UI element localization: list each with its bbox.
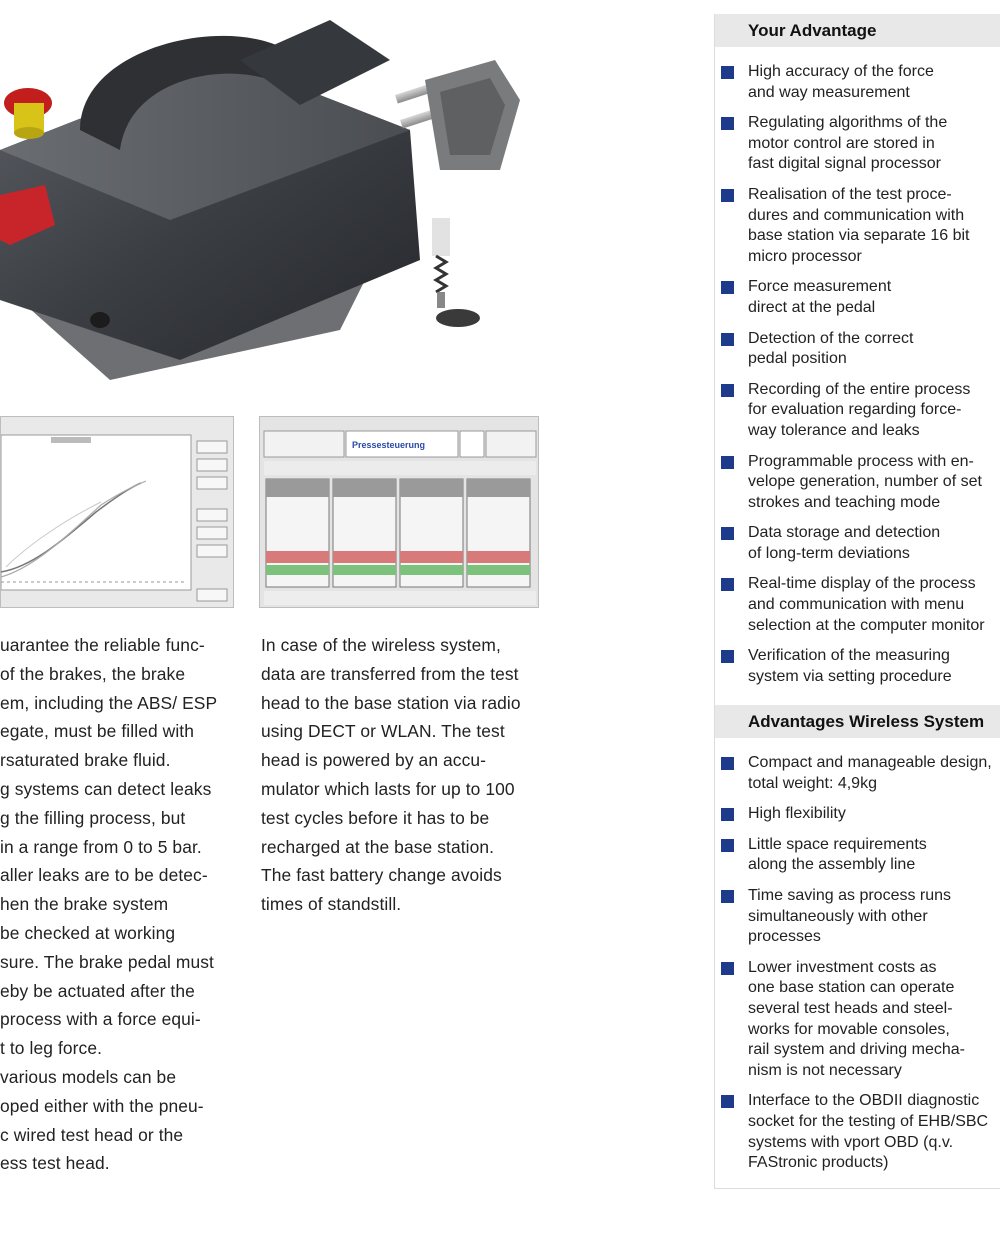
- text-line: g systems can detect leaks: [0, 778, 212, 799]
- advantage-text: and communication with menu: [748, 596, 965, 614]
- advantage-text: socket for the testing of EHB/SBC: [748, 1112, 989, 1130]
- square-bullet-icon: [721, 527, 734, 540]
- advantage-text: High accuracy of the force: [748, 63, 934, 80]
- advantage-text: Realisation of the test proce-: [748, 185, 952, 203]
- text-line: process with a force equi-: [0, 1009, 201, 1030]
- text-line: aller leaks are to be detec-: [0, 865, 208, 886]
- text-line: of the brakes, the brake: [0, 663, 186, 684]
- advantage-item: [715, 753, 1000, 794]
- text-line: times of standstill.: [261, 894, 402, 915]
- text-line: sure. The brake pedal must: [0, 951, 214, 972]
- test-head-device-image: [0, 0, 560, 395]
- advantage-item: [715, 62, 1000, 103]
- square-bullet-icon: [721, 650, 734, 663]
- advantage-item: [715, 380, 1000, 442]
- advantage-item: [715, 835, 1000, 876]
- advantage-text: Programmable process with en-: [748, 452, 974, 470]
- advantage-text: nism is not necessary: [748, 1061, 902, 1079]
- text-line: head is powered by an accu-: [261, 750, 487, 771]
- advantage-text: base station via separate 16 bit: [748, 227, 970, 245]
- text-line: hen the brake system: [0, 894, 169, 915]
- advantages-list: [715, 62, 1000, 697]
- advantage-text: Recording of the entire process: [748, 380, 971, 398]
- advantage-text: fast digital signal processor: [748, 155, 941, 173]
- text-line: be checked at working: [0, 922, 176, 943]
- advantage-item: [715, 277, 1000, 318]
- text-line: t to leg force.: [0, 1038, 103, 1059]
- advantage-item: [715, 452, 1000, 514]
- advantage-text: micro processor: [748, 247, 862, 265]
- square-bullet-icon: [721, 757, 734, 770]
- advantage-text: and way measurement: [748, 83, 910, 101]
- text-line: using DECT or WLAN. The test: [261, 721, 505, 742]
- advantage-text: processes: [748, 928, 821, 946]
- advantage-item: [715, 958, 1000, 1082]
- square-bullet-icon: [721, 117, 734, 130]
- square-bullet-icon: [721, 890, 734, 903]
- square-bullet-icon: [721, 962, 734, 975]
- advantage-text: Detection of the correct: [748, 329, 914, 347]
- text-line: test cycles before it has to be: [261, 807, 490, 828]
- text-line: various models can be: [0, 1066, 177, 1087]
- control-panel-image: [260, 417, 539, 608]
- advantage-text: Compact and manageable design,: [748, 754, 992, 771]
- advantage-text: total weight: 4,9kg: [748, 774, 877, 792]
- advantage-text: High flexibility: [748, 805, 846, 823]
- advantage-text: system via setting procedure: [748, 667, 952, 685]
- advantage-text: selection at the computer monitor: [748, 616, 985, 634]
- advantage-text: systems with vport OBD (q.v.: [748, 1133, 954, 1151]
- text-line: rsaturated brake fluid.: [0, 750, 171, 771]
- advantage-text: strokes and teaching mode: [748, 493, 941, 511]
- text-line: uarantee the reliable func-: [0, 635, 205, 655]
- text-line: eby be actuated after the: [0, 980, 195, 1001]
- text-line: mulator which lasts for up to 100: [261, 778, 515, 799]
- advantage-item: [715, 646, 1000, 687]
- text-line: The fast battery change avoids: [261, 865, 502, 886]
- control-banner-text: Pressesteuerung: [352, 440, 426, 450]
- advantage-item: [715, 329, 1000, 370]
- body-text-left-column: [0, 631, 240, 1178]
- advantage-text: direct at the pedal: [748, 298, 876, 316]
- advantage-text: rail system and driving mecha-: [748, 1041, 965, 1059]
- advantage-text: Lower investment costs as: [748, 958, 937, 976]
- advantage-text: velope generation, number of set: [748, 473, 982, 491]
- square-bullet-icon: [721, 384, 734, 397]
- advantage-text: Data storage and detection: [748, 524, 941, 542]
- text-line: ess test head.: [0, 1153, 110, 1174]
- text-line: data are transferred from the test: [261, 663, 519, 684]
- advantage-item: [715, 523, 1000, 564]
- text-line: in a range from 0 to 5 bar.: [0, 836, 202, 857]
- advantage-text: of long-term deviations: [748, 544, 910, 562]
- advantage-text: Little space requirements: [748, 835, 927, 853]
- wireless-advantages-list: [715, 753, 1000, 1184]
- square-bullet-icon: [721, 281, 734, 294]
- text-line: oped either with the pneu-: [0, 1095, 204, 1116]
- advantage-text: along the assembly line: [748, 856, 916, 874]
- advantage-text: FAStronic products): [748, 1154, 889, 1172]
- text-line: g the filling process, but: [0, 807, 186, 828]
- advantage-text: several test heads and steel-: [748, 999, 953, 1017]
- advantage-item: [715, 886, 1000, 948]
- square-bullet-icon: [721, 839, 734, 852]
- advantage-text: for evaluation regarding force-: [748, 401, 962, 419]
- wireless-advantages-heading: Advantages Wireless System: [715, 705, 1000, 738]
- advantage-text: one base station can operate: [748, 979, 955, 997]
- advantage-item: [715, 185, 1000, 267]
- advantage-text: Verification of the measuring: [748, 647, 950, 665]
- advantage-text: simultaneously with other: [748, 907, 928, 925]
- advantage-item: [715, 1091, 1000, 1173]
- square-bullet-icon: [721, 578, 734, 591]
- advantage-text: way tolerance and leaks: [748, 421, 920, 439]
- square-bullet-icon: [721, 189, 734, 202]
- text-line: c wired test head or the: [0, 1124, 184, 1145]
- text-line: In case of the wireless system,: [261, 635, 501, 655]
- body-text-right-column: [261, 631, 561, 919]
- advantage-text: pedal position: [748, 350, 847, 368]
- advantage-text: motor control are stored in: [748, 134, 935, 152]
- software-control-screenshot: [259, 416, 539, 608]
- your-advantage-heading: Your Advantage: [715, 14, 1000, 47]
- software-graph-screenshot: [0, 416, 234, 608]
- square-bullet-icon: [721, 456, 734, 469]
- advantage-item: [715, 804, 1000, 825]
- advantage-text: Interface to the OBDII diagnostic: [748, 1092, 980, 1110]
- advantage-item: [715, 113, 1000, 175]
- text-line: head to the base station via radio: [261, 692, 521, 713]
- advantage-text: dures and communication with: [748, 206, 965, 224]
- force-way-curve-image: [1, 417, 234, 608]
- advantage-text: Regulating algorithms of the: [748, 114, 948, 132]
- advantage-text: Force measurement: [748, 278, 892, 296]
- text-line: em, including the ABS/ ESP: [0, 692, 218, 713]
- advantage-text: works for movable consoles,: [748, 1020, 950, 1038]
- square-bullet-icon: [721, 808, 734, 821]
- advantage-item: [715, 574, 1000, 636]
- advantages-panel: [714, 14, 1000, 1189]
- square-bullet-icon: [721, 66, 734, 79]
- text-line: egate, must be filled with: [0, 721, 194, 742]
- square-bullet-icon: [721, 1095, 734, 1108]
- advantage-text: Time saving as process runs: [748, 886, 952, 904]
- square-bullet-icon: [721, 333, 734, 346]
- advantage-text: Real-time display of the process: [748, 575, 976, 593]
- text-line: recharged at the base station.: [261, 836, 495, 857]
